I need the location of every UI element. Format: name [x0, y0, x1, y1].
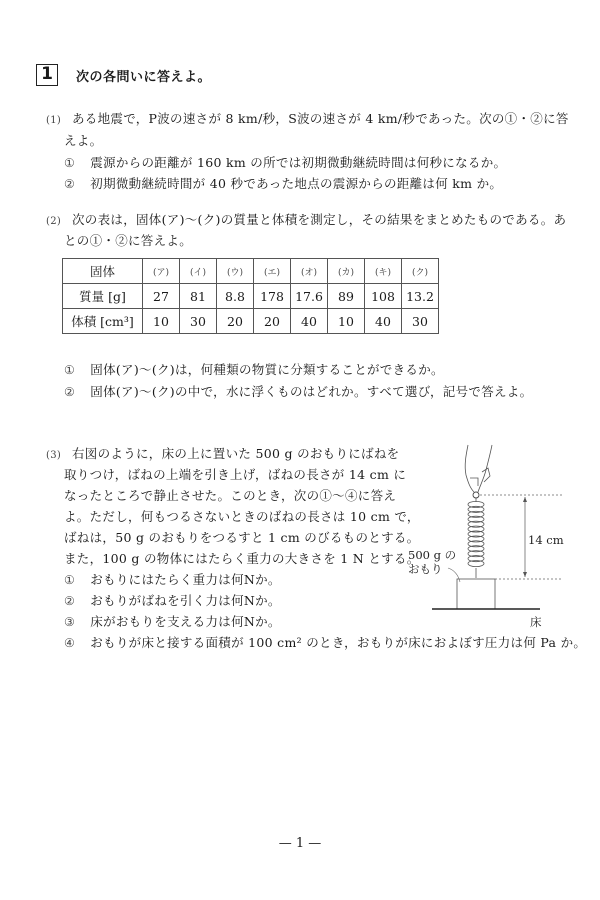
floor-label: 床: [530, 615, 542, 629]
weight-label-2: おもり: [408, 562, 443, 576]
table-cell: 13.2: [402, 284, 439, 309]
q1-label: (1): [46, 115, 62, 126]
q1-sub-2-text: 初期微動継続時間が 40 秒であった地点の震源からの距離は何 km か。: [90, 176, 503, 191]
table-cell: 89: [328, 284, 365, 309]
q2-sub-1-mark: ①: [64, 363, 76, 377]
length-label: 14 cm: [528, 533, 564, 547]
q1-sub-2: [64, 176, 502, 192]
table-header-row: [63, 259, 439, 284]
q1-sub-2-mark: ②: [64, 177, 76, 191]
table-col-header: (キ): [365, 259, 402, 284]
q2-sub-1-text: 固体(ア)～(ク)は，何種類の物質に分類することができるか。: [90, 362, 444, 377]
table-cell: 10: [328, 309, 365, 334]
q3-line-3: なったところで静止させた。このとき，次の①～④に答え: [64, 488, 397, 503]
q2-sub-2-text: 固体(ア)～(ク)の中で，水に浮くものはどれか。すべて選び，記号で答えよ。: [90, 384, 533, 399]
q3-sub-1-mark: ①: [64, 573, 76, 587]
q2-sub-2-mark: ②: [64, 385, 76, 399]
spring-coils: [468, 498, 484, 567]
q3-sub-4-mark: ④: [64, 636, 76, 650]
table-cell: 40: [291, 309, 328, 334]
q3-sub-1: [64, 572, 281, 588]
q3-sub-2: [64, 593, 281, 609]
weight-block: [457, 579, 495, 609]
q3-line-5: ばねは，50 g のおもりをつるすと 1 cm のびるものとする。: [64, 530, 420, 545]
page-number: — 1 —: [278, 836, 322, 851]
spring-figure: [400, 440, 580, 630]
table-cell: 10: [143, 309, 180, 334]
q3-line-6: また，100 g の物体にはたらく重力の大きさを 1 N とする。: [64, 551, 420, 566]
table-row-label: 体積 [cm³]: [63, 309, 143, 334]
q2-line-2: との①・②に答えよ。: [64, 233, 193, 248]
table-cell: 81: [180, 284, 217, 309]
table-col-header: (ア): [143, 259, 180, 284]
table-row-label: 質量 [g]: [63, 284, 143, 309]
weight-leader-line: [448, 568, 460, 582]
q3-label: (3): [46, 450, 62, 461]
q1-line-1: ある地震で，P波の速さが 8 km/秒，S波の速さが 4 km/秒であった。次の①・②に答: [72, 111, 569, 126]
table-row-mass: [63, 284, 439, 309]
q2-sub-1: [64, 362, 444, 378]
table-header-label: 固体: [63, 259, 143, 284]
table-cell: 108: [365, 284, 402, 309]
table-col-header: (エ): [254, 259, 291, 284]
table-col-header: (ク): [402, 259, 439, 284]
table-col-header: (ウ): [217, 259, 254, 284]
q1-sub-1-mark: ①: [64, 156, 76, 170]
table-cell: 20: [217, 309, 254, 334]
q3-sub-3-mark: ③: [64, 615, 76, 629]
spring-hook: [473, 492, 479, 498]
q3-sub-4-text: おもりが床と接する面積が 100 cm² のとき，おもりが床におよぼす圧力は何 Pa か。: [90, 635, 587, 650]
q2-line-1: 次の表は，固体(ア)～(ク)の質量と体積を測定し，その結果をまとめたものである。あ: [72, 212, 567, 227]
q2-sub-2: [64, 384, 532, 400]
q3-sub-3: [64, 614, 281, 630]
arrow-down-icon: [523, 572, 527, 577]
q3-line-4: よ。ただし，何もつるさないときのばねの長さは 10 cm で，: [64, 509, 420, 524]
data-table: [62, 258, 439, 334]
q3-sub-1-text: おもりにはたらく重力は何Nか。: [90, 572, 281, 587]
section-title: 次の各問いに答えよ。: [76, 70, 212, 85]
q3-sub-2-text: おもりがばねを引く力は何Nか。: [90, 593, 281, 608]
q3-line-1: 右図のように，床の上に置いた 500 g のおもりにばねを: [72, 446, 400, 461]
q3-sub-3-text: 床がおもりを支える力は何Nか。: [90, 614, 281, 629]
table-col-header: (イ): [180, 259, 217, 284]
q3-sub-4: [64, 635, 586, 651]
table-cell: 8.8: [217, 284, 254, 309]
q3-line-2: 取りつけ，ばねの上端を引き上げ，ばねの長さが 14 cm に: [64, 467, 407, 482]
table-cell: 30: [402, 309, 439, 334]
q2-label: (2): [46, 216, 62, 227]
q1-sub-1: [64, 155, 506, 171]
hand-icon: [465, 445, 492, 492]
table-cell: 40: [365, 309, 402, 334]
table-row-volume: [63, 309, 439, 334]
q1-line-2: えよ。: [64, 133, 103, 148]
table-col-header: (カ): [328, 259, 365, 284]
weight-label-1: 500 g の: [408, 548, 457, 562]
section-number: 1: [36, 64, 58, 86]
arrow-up-icon: [523, 497, 527, 502]
q1-sub-1-text: 震源からの距離が 160 km の所では初期微動継続時間は何秒になるか。: [90, 155, 507, 170]
table-cell: 20: [254, 309, 291, 334]
table-cell: 27: [143, 284, 180, 309]
table-cell: 178: [254, 284, 291, 309]
table-col-header: (オ): [291, 259, 328, 284]
table-cell: 30: [180, 309, 217, 334]
table-cell: 17.6: [291, 284, 328, 309]
q3-sub-2-mark: ②: [64, 594, 76, 608]
